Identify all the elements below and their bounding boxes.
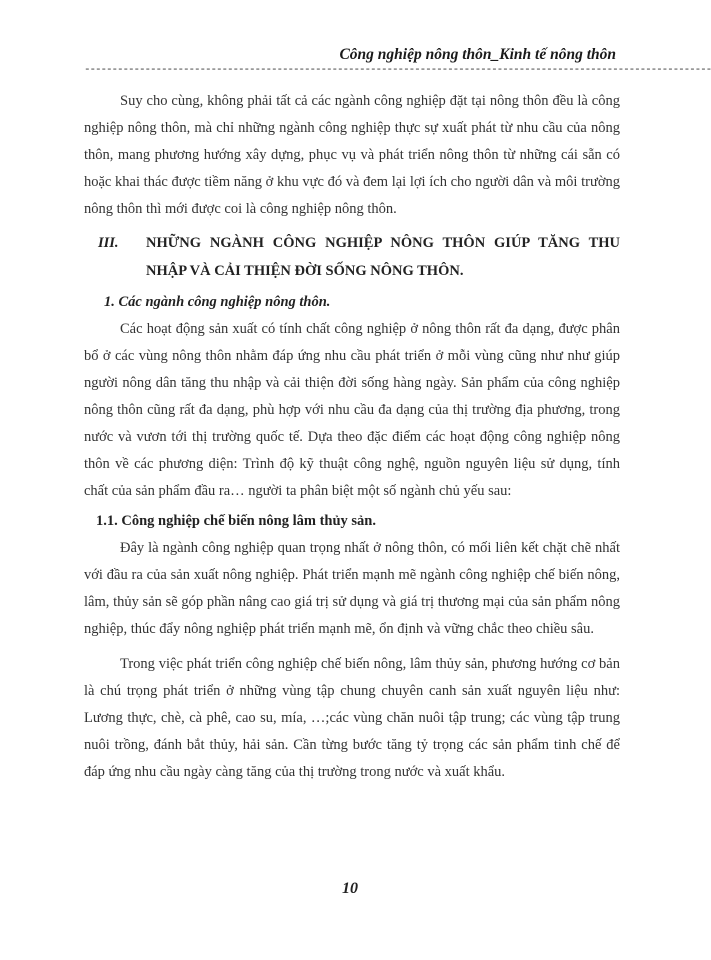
document-body (84, 88, 620, 786)
page-number: 10 (342, 880, 358, 897)
section-3-heading (84, 229, 620, 285)
body-paragraph-2: Đây là ngành công nghiệp quan trọng nhất ở nông thôn, có mối liên kết chặt chẽ nhất với đầu ra của sản xuất nông nghiệp. Phát triển mạnh mẽ ngành công nghiệp chế biến nông, lâm, thủy sản sẽ góp phần nâng cao giá trị sử dụng và giá trị thương mại của sản phẩm nông nghiệp, thúc đẩy nông nghiệp phát triển mạnh mẽ, ổn định và vững chắc theo chiều sâu. (84, 540, 620, 637)
subsection-1-1-heading: 1.1. Công nghiệp chế biến nông lâm thủy sản. (96, 513, 376, 529)
section-3-title: NHỮNG NGÀNH CÔNG NGHIỆP NÔNG THÔN GIÚP TĂNG THU NHẬP VÀ CẢI THIỆN ĐỜI SỐNG NÔNG THÔN. (146, 235, 620, 279)
body-paragraph-3: Trong việc phát triển công nghiệp chế biến nông, lâm thủy sản, phương hướng cơ bản là chú trọng phát triển ở những vùng tập chung chuyên canh sản xuất nguyên liệu như: Lương thực, chè, cà phê, cao su, mía, …;các vùng chăn nuôi tập trung; các vùng tập trung nuôi trồng, đánh bắt thủy, hải sản. Cần từng bước tăng tỷ trọng các sản phẩm tinh chế để đáp ứng nhu cầu ngày càng tăng của thị trường trong nước và xuất khẩu. (84, 656, 620, 780)
subsection-1-heading: 1. Các ngành công nghiệp nông thôn. (104, 294, 331, 310)
section-3-number: III. (98, 235, 119, 251)
intro-paragraph: Suy cho cùng, không phải tất cả các ngành công nghiệp đặt tại nông thôn đều là công nghiệp nông thôn, mà chỉ những ngành công nghiệp thực sự xuất phát từ nhu cầu của nông thôn, mang phương hướng xây dựng, phục vụ và phát triển nông thôn từ những cái sẵn có hoặc khai thác được tiềm năng ở khu vực đó và đem lại lợi ích cho người dân và môi trường nông thôn thì mới được coi là công nghiệp nông thôn. (84, 93, 620, 217)
header-divider: ------------------------------------------------------------------------------------------------------------------ (84, 64, 711, 76)
body-paragraph-1: Các hoạt động sản xuất có tính chất công nghiệp ở nông thôn rất đa dạng, được phân bổ ở các vùng nông thôn nhằm đáp ứng nhu cầu phát triển ở mỗi vùng cũng như như giúp người nông dân tăng thu nhập và cải thiện đời sống hàng ngày. Sản phẩm của công nghiệp nông thôn cũng rất đa dạng, phù hợp với nhu cầu đa dạng của thị trường địa phương, trong nước và vươn tới thị trường quốc tế. Dựa theo đặc điểm các hoạt động công nghiệp nông thôn về các phương diện: Trình độ kỹ thuật công nghệ, nguồn nguyên liệu sử dụng, tính chất của sản phẩm đầu ra… người ta phân biệt một số ngành chủ yếu sau: (84, 321, 620, 499)
running-header: Công nghiệp nông thôn_Kinh tế nông thôn (339, 46, 616, 63)
